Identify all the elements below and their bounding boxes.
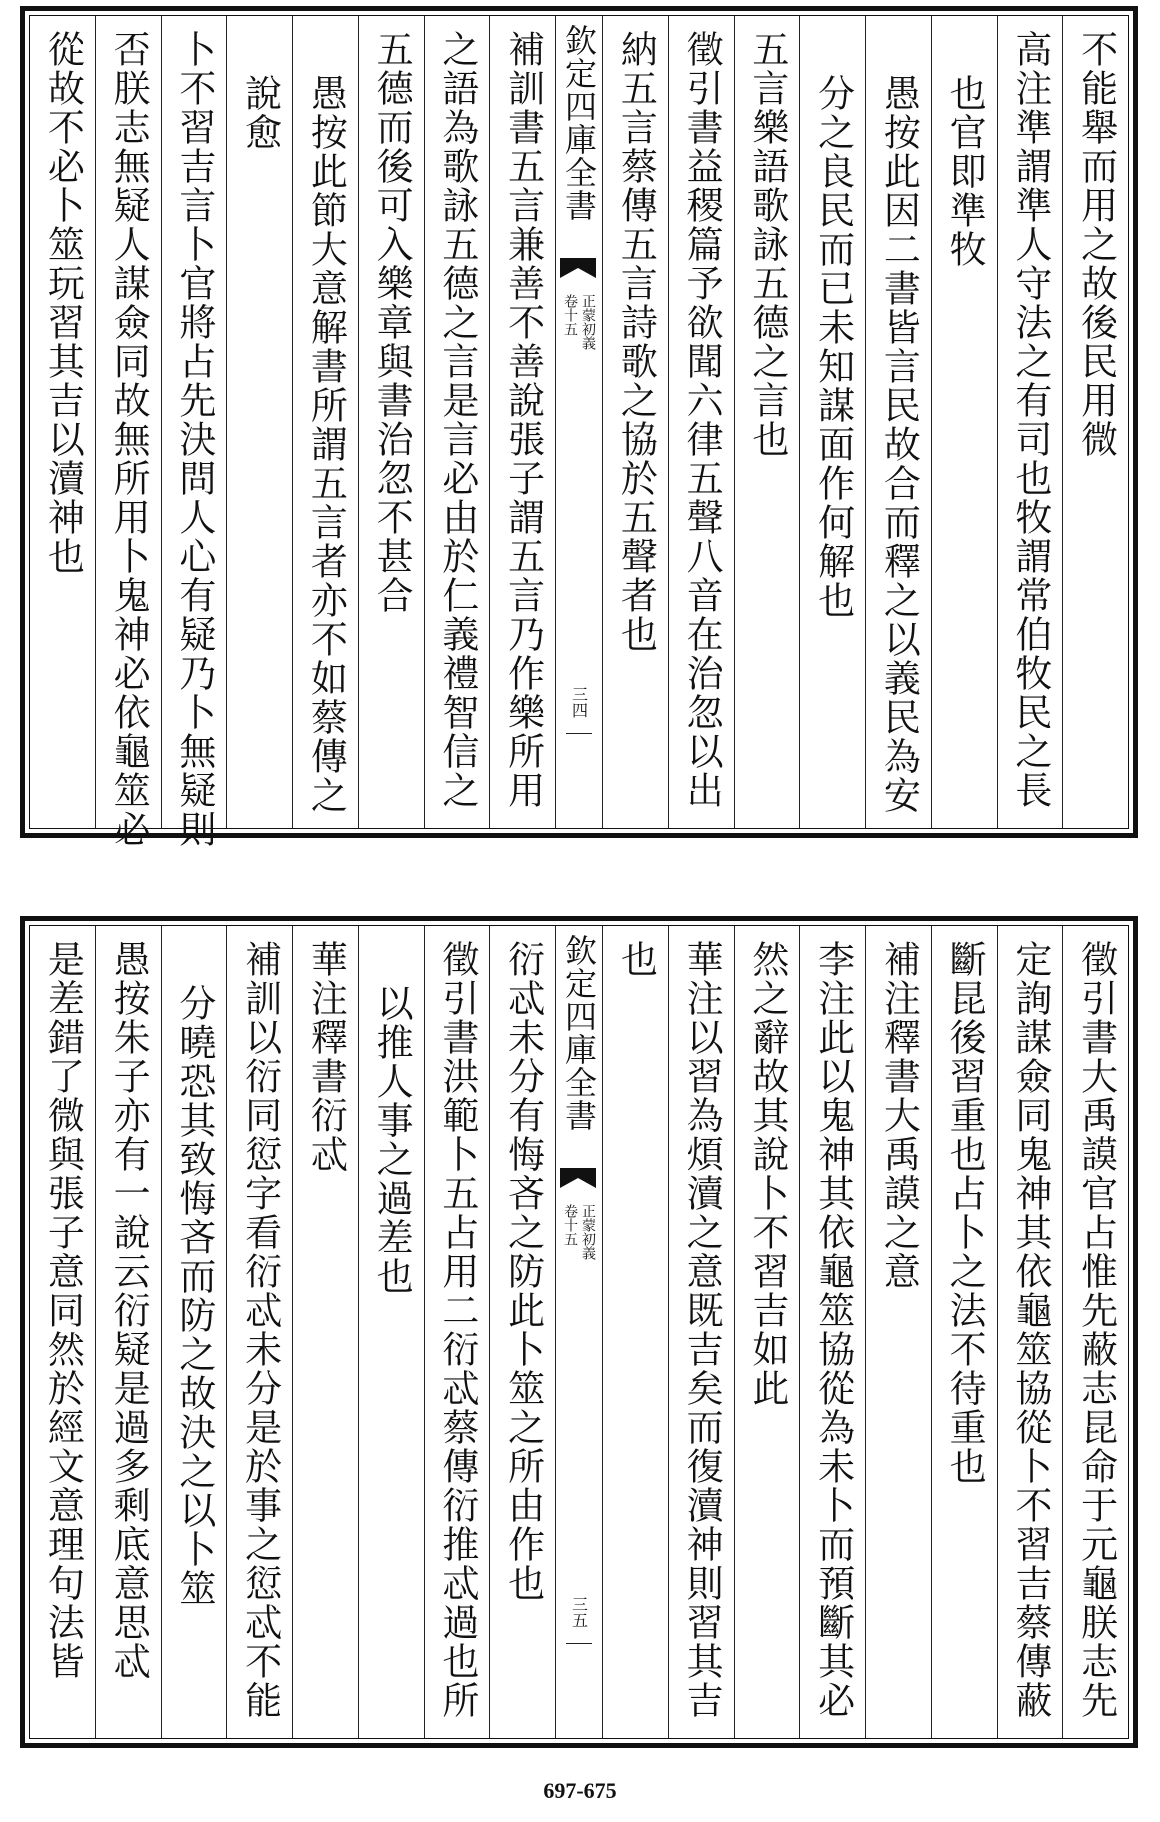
bottom-page-columns <box>29 925 1129 1739</box>
column-text: 以推人事之過差也 <box>370 984 414 1296</box>
column-text: 納五言蔡傳五言詩歌之協於五聲者也 <box>614 30 658 654</box>
column-text: 徵引書益稷篇予欲聞六律五聲八音在治忽以出 <box>680 30 724 810</box>
spine-title: 欽定四庫全書 <box>560 934 598 1132</box>
column-text: 愚按此因二書皆言民故合而釋之以義民為安 <box>877 74 921 815</box>
text-column <box>865 926 931 1738</box>
column-text: 五言樂語歌詠五德之言也 <box>745 30 789 459</box>
column-text: 徵引書洪範卜五占用二衍忒蔡傳衍推忒過也所 <box>435 940 479 1720</box>
column-text: 五德而後可入樂章與書治忽不甚合 <box>370 30 414 615</box>
text-column <box>226 16 292 828</box>
text-column <box>161 16 227 849</box>
spine-subtitle <box>562 1204 596 1260</box>
text-column <box>799 926 865 1738</box>
column-text: 定詢謀僉同鬼神其依龜筮協從卜不習吉蔡傳蔽 <box>1008 940 1052 1720</box>
fishtail-mark <box>560 258 596 282</box>
column-text: 高注準謂準人守法之有司也牧謂常伯牧民之長 <box>1008 30 1052 810</box>
text-column <box>602 16 668 828</box>
column-text: 華注以習為煩瀆之意既吉矣而復瀆神則習其吉 <box>680 940 724 1720</box>
text-column <box>489 926 555 1738</box>
text-column <box>161 926 227 1738</box>
column-text: 衍忒未分有悔吝之防此卜筮之所由作也 <box>501 940 545 1603</box>
column-text: 卜不習吉言卜官將占先決問人心有疑乃卜無疑則 <box>172 30 216 849</box>
spine-title: 欽定四庫全書 <box>560 24 598 222</box>
text-column <box>734 926 800 1738</box>
spine-volume: 卷十五 <box>562 1204 578 1246</box>
text-column <box>997 926 1063 1738</box>
column-text: 從故不必卜筮玩習其吉以瀆神也 <box>41 30 85 576</box>
column-text: 李注此以鬼神其依龜筮協從為未卜而預斷其必 <box>811 940 855 1720</box>
spine-book-title: 正蒙初義 <box>580 294 596 350</box>
column-text: 是差錯了微與張子意同然於經文意理句法皆 <box>41 940 85 1681</box>
text-column <box>602 926 668 1738</box>
column-text: 不能舉而用之故後民用微 <box>1074 30 1118 459</box>
text-column <box>358 926 424 1738</box>
text-column <box>931 926 997 1738</box>
text-column <box>799 16 865 828</box>
page-number: 697-675 <box>543 1778 617 1803</box>
column-text: 愚按朱子亦有一說云衍疑是過多剩底意思忒 <box>107 940 151 1681</box>
text-column <box>292 16 358 828</box>
spine-subtitle <box>562 294 596 350</box>
folio-rule <box>566 733 592 734</box>
text-column <box>1062 16 1128 828</box>
text-column <box>931 16 997 828</box>
text-column <box>424 16 490 828</box>
text-column <box>668 926 734 1738</box>
column-text: 補注釋書大禹謨之意 <box>877 940 921 1291</box>
top-page <box>20 6 1138 849</box>
column-text: 然之辭故其說卜不習吉如此 <box>745 940 789 1408</box>
fishtail-mark <box>560 1168 596 1192</box>
text-column <box>30 16 95 828</box>
column-text: 補訓書五言兼善不善說張子謂五言乃作樂所用 <box>501 30 545 810</box>
column-text: 斷昆後習重也占卜之法不待重也 <box>943 940 987 1486</box>
center-spine <box>555 16 602 828</box>
text-column <box>997 16 1063 828</box>
folio-rule <box>566 1643 592 1644</box>
bottom-page <box>20 916 1138 1748</box>
center-spine <box>555 926 602 1738</box>
text-column <box>292 926 358 1738</box>
column-text: 也 <box>614 940 658 979</box>
spine-volume: 卷十五 <box>562 294 578 336</box>
column-text: 說愈 <box>238 74 282 152</box>
text-column <box>489 16 555 828</box>
spine-book-title: 正蒙初義 <box>580 1204 596 1260</box>
text-column <box>358 16 424 828</box>
column-text: 補訓以衍同愆字看衍忒未分是於事之愆忒不能 <box>238 940 282 1720</box>
text-column <box>865 16 931 828</box>
text-column <box>424 926 490 1738</box>
text-column <box>30 926 95 1738</box>
text-column <box>95 926 161 1738</box>
column-text: 華注釋書衍忒 <box>304 940 348 1174</box>
column-text: 也官即準牧 <box>943 74 987 269</box>
folio-number: 三五 <box>569 1596 589 1628</box>
column-text: 分曉恐其致悔吝而防之故決之以卜筮 <box>172 984 216 1608</box>
text-column <box>734 16 800 828</box>
column-text: 否朕志無疑人謀僉同故無所用卜鬼神必依龜筮必 <box>107 30 151 849</box>
column-text: 徵引書大禹謨官占惟先蔽志昆命于元龜朕志先 <box>1074 940 1118 1720</box>
folio-number: 三四 <box>569 686 589 718</box>
top-page-columns <box>29 15 1129 849</box>
column-text: 分之良民而已未知謀面作何解也 <box>811 74 855 620</box>
text-column <box>226 926 292 1738</box>
column-text: 愚按此節大意解書所謂五言者亦不如蔡傳之 <box>304 74 348 815</box>
column-text: 之語為歌詠五德之言是言必由於仁義禮智信之 <box>435 30 479 810</box>
text-column <box>668 16 734 828</box>
text-column <box>1062 926 1128 1738</box>
text-column <box>95 16 161 849</box>
